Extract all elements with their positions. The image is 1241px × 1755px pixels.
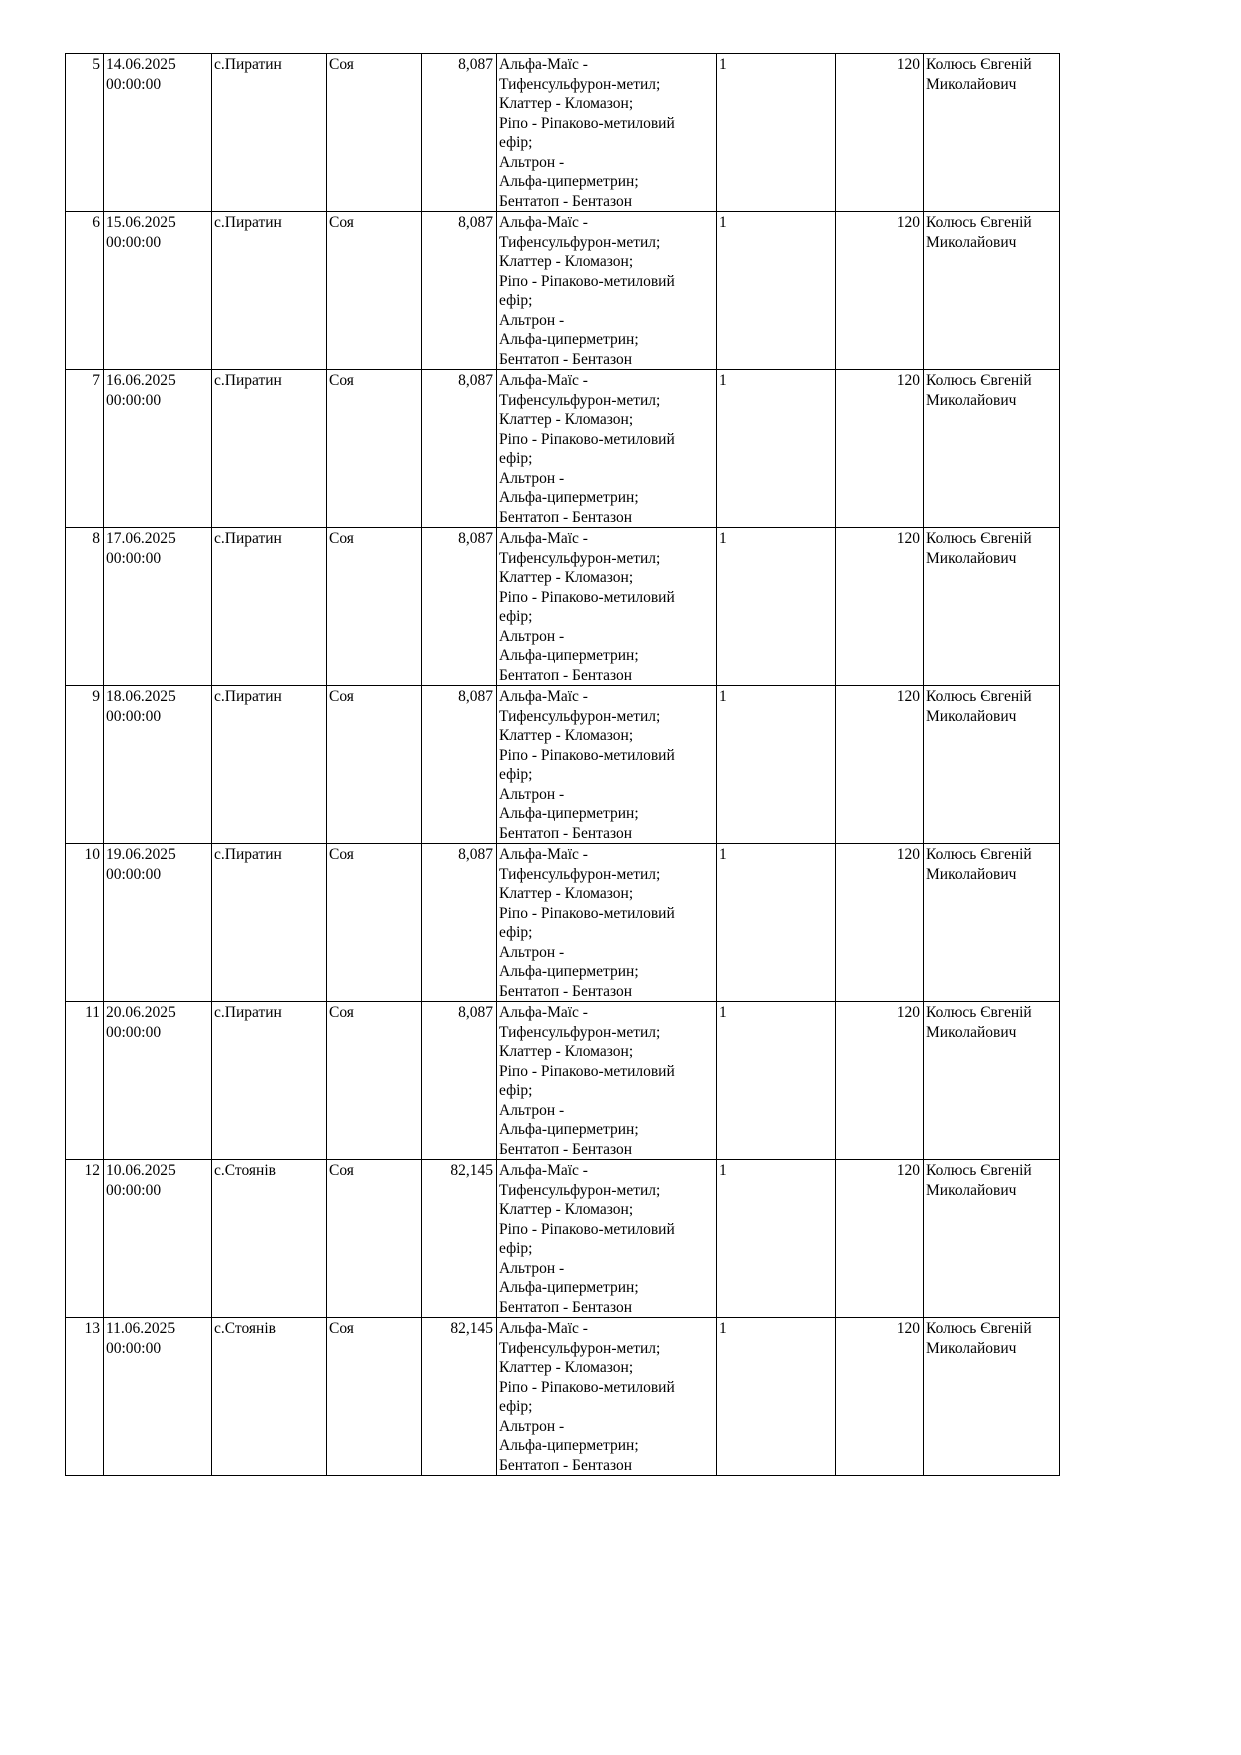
crop-cell	[327, 54, 422, 212]
date-cell-text: 14.06.2025	[106, 56, 176, 73]
preparations-cell-text: Клаттер - Кломазон;	[499, 569, 634, 586]
village-cell	[212, 1318, 327, 1476]
preparations-cell-text: Бентатоп - Бентазон	[499, 350, 633, 368]
date-cell	[104, 1002, 212, 1160]
preparations-cell-text: Клаттер - Кломазон;	[499, 411, 634, 428]
preparations-cell	[497, 370, 717, 528]
village-cell-text: с.Пиратин	[214, 846, 282, 863]
responsible-person-cell-text: Миколайович	[926, 865, 1017, 883]
date-cell-text: 19.06.2025	[106, 846, 176, 863]
row-number-cell-text: 5	[92, 56, 100, 73]
responsible-person-cell-text: Колюсь Євгеній	[926, 688, 1032, 705]
preparations-cell-text: Альфа-циперметрин;	[499, 1437, 639, 1454]
table-row	[66, 1160, 1060, 1318]
row-number-cell	[66, 844, 104, 1002]
preparations-cell	[497, 212, 717, 370]
village-cell-text: с.Пиратин	[214, 372, 282, 389]
crop-cell-text: Соя	[329, 688, 354, 705]
area-cell	[422, 528, 497, 686]
preparations-cell	[497, 54, 717, 212]
treatment-table	[65, 53, 1060, 1476]
preparations-cell-text: Альфа-Маїс -	[499, 1162, 588, 1179]
preparations-cell-text: Тифенсульфурон-метил;	[499, 707, 661, 725]
preparations-cell-text: Альтрон -	[499, 785, 565, 803]
row-number-cell	[66, 1318, 104, 1476]
responsible-person-cell-text: Колюсь Євгеній	[926, 56, 1032, 73]
dose-cell-text: 120	[896, 530, 920, 547]
date-cell	[104, 54, 212, 212]
village-cell	[212, 212, 327, 370]
preparations-cell-text: Альтрон -	[499, 469, 565, 487]
preparations-cell-text: ефір;	[499, 924, 533, 941]
crop-cell-text: Соя	[329, 846, 354, 863]
count-cell	[717, 212, 836, 370]
area-cell	[422, 212, 497, 370]
date-cell-text: 00:00:00	[106, 233, 162, 251]
area-cell-text: 8,087	[458, 214, 493, 231]
preparations-cell	[497, 686, 717, 844]
dose-cell	[836, 370, 924, 528]
count-cell-text: 1	[719, 372, 727, 389]
table-row	[66, 528, 1060, 686]
preparations-cell	[497, 528, 717, 686]
dose-cell	[836, 844, 924, 1002]
area-cell-text: 8,087	[458, 530, 493, 547]
dose-cell	[836, 54, 924, 212]
dose-cell	[836, 686, 924, 844]
preparations-cell	[497, 1002, 717, 1160]
table-row	[66, 1002, 1060, 1160]
area-cell-text: 82,145	[450, 1320, 493, 1337]
dose-cell-text: 120	[896, 1162, 920, 1179]
count-cell-text: 1	[719, 846, 727, 863]
date-cell-text: 00:00:00	[106, 707, 162, 725]
responsible-person-cell-text: Колюсь Євгеній	[926, 214, 1032, 231]
area-cell	[422, 370, 497, 528]
responsible-person-cell-text: Миколайович	[926, 233, 1017, 251]
area-cell	[422, 1318, 497, 1476]
row-number-cell	[66, 212, 104, 370]
preparations-cell-text: Тифенсульфурон-метил;	[499, 75, 661, 93]
row-number-cell	[66, 370, 104, 528]
date-cell-text: 16.06.2025	[106, 372, 176, 389]
preparations-cell-text: Ріпо - Ріпаково-метиловий	[499, 272, 675, 290]
preparations-cell-text: ефір;	[499, 1240, 533, 1257]
village-cell	[212, 844, 327, 1002]
date-cell	[104, 1318, 212, 1476]
preparations-cell-text: Ріпо - Ріпаково-метиловий	[499, 588, 675, 606]
area-cell-text: 8,087	[458, 372, 493, 389]
crop-cell	[327, 1318, 422, 1476]
preparations-cell-text: Альфа-Маїс -	[499, 214, 588, 231]
date-cell	[104, 686, 212, 844]
dose-cell	[836, 1160, 924, 1318]
preparations-cell-text: Альфа-Маїс -	[499, 1320, 588, 1337]
row-number-cell	[66, 54, 104, 212]
village-cell	[212, 1160, 327, 1318]
dose-cell-text: 120	[896, 1320, 920, 1337]
preparations-cell-text: Тифенсульфурон-метил;	[499, 865, 661, 883]
date-cell-text: 00:00:00	[106, 865, 162, 883]
responsible-person-cell-text: Миколайович	[926, 707, 1017, 725]
village-cell-text: с.Стоянів	[214, 1320, 276, 1337]
date-cell-text: 00:00:00	[106, 1181, 162, 1199]
responsible-person-cell-text: Колюсь Євгеній	[926, 530, 1032, 547]
date-cell	[104, 1160, 212, 1318]
responsible-person-cell-text: Миколайович	[926, 1181, 1017, 1199]
preparations-cell-text: Альфа-циперметрин;	[499, 805, 639, 822]
responsible-person-cell-text: Миколайович	[926, 1339, 1017, 1357]
preparations-cell-text: Бентатоп - Бентазон	[499, 508, 633, 526]
count-cell-text: 1	[719, 214, 727, 231]
date-cell-text: 20.06.2025	[106, 1004, 176, 1021]
responsible-person-cell-text: Колюсь Євгеній	[926, 1320, 1032, 1337]
date-cell-text: 15.06.2025	[106, 214, 176, 231]
row-number-cell-text: 11	[85, 1004, 100, 1021]
crop-cell	[327, 1160, 422, 1318]
responsible-person-cell	[924, 54, 1060, 212]
row-number-cell-text: 10	[84, 846, 100, 863]
preparations-cell-text: Альфа-циперметрин;	[499, 1121, 639, 1138]
crop-cell-text: Соя	[329, 1320, 354, 1337]
area-cell	[422, 1002, 497, 1160]
preparations-cell-text: Бентатоп - Бентазон	[499, 824, 633, 842]
preparations-cell-text: Альфа-циперметрин;	[499, 173, 639, 190]
responsible-person-cell-text: Колюсь Євгеній	[926, 846, 1032, 863]
responsible-person-cell-text: Миколайович	[926, 549, 1017, 567]
count-cell	[717, 686, 836, 844]
preparations-cell-text: Клаттер - Кломазон;	[499, 1043, 634, 1060]
row-number-cell-text: 8	[92, 530, 100, 547]
row-number-cell-text: 7	[92, 372, 100, 389]
crop-cell	[327, 686, 422, 844]
dose-cell-text: 120	[896, 688, 920, 705]
date-cell-text: 17.06.2025	[106, 530, 176, 547]
date-cell-text: 00:00:00	[106, 391, 162, 409]
count-cell-text: 1	[719, 1162, 727, 1179]
preparations-cell-text: Альфа-циперметрин;	[499, 331, 639, 348]
responsible-person-cell	[924, 1002, 1060, 1160]
preparations-cell-text: ефір;	[499, 1398, 533, 1415]
date-cell-text: 00:00:00	[106, 75, 162, 93]
preparations-cell-text: Бентатоп - Бентазон	[499, 982, 633, 1000]
table-row	[66, 686, 1060, 844]
area-cell-text: 8,087	[458, 1004, 493, 1021]
preparations-cell-text: Ріпо - Ріпаково-метиловий	[499, 430, 675, 448]
date-cell-text: 10.06.2025	[106, 1162, 176, 1179]
responsible-person-cell-text: Колюсь Євгеній	[926, 372, 1032, 389]
crop-cell-text: Соя	[329, 214, 354, 231]
count-cell-text: 1	[719, 56, 727, 73]
date-cell	[104, 212, 212, 370]
dose-cell-text: 120	[896, 372, 920, 389]
preparations-cell-text: Тифенсульфурон-метил;	[499, 233, 661, 251]
preparations-cell-text: Альтрон -	[499, 627, 565, 645]
row-number-cell	[66, 528, 104, 686]
preparations-cell-text: Бентатоп - Бентазон	[499, 1298, 633, 1316]
date-cell-text: 18.06.2025	[106, 688, 176, 705]
row-number-cell-text: 9	[92, 688, 100, 705]
preparations-cell-text: Альтрон -	[499, 153, 565, 171]
dose-cell	[836, 1002, 924, 1160]
area-cell	[422, 844, 497, 1002]
count-cell-text: 1	[719, 1320, 727, 1337]
date-cell-text: 11.06.2025	[106, 1320, 176, 1337]
preparations-cell-text: Альтрон -	[499, 311, 565, 329]
preparations-cell-text: Бентатоп - Бентазон	[499, 1456, 633, 1474]
preparations-cell-text: Альфа-Маїс -	[499, 530, 588, 547]
date-cell	[104, 370, 212, 528]
preparations-cell-text: Альфа-циперметрин;	[499, 1279, 639, 1296]
row-number-cell	[66, 1160, 104, 1318]
crop-cell	[327, 1002, 422, 1160]
village-cell-text: с.Пиратин	[214, 1004, 282, 1021]
preparations-cell-text: Альфа-Маїс -	[499, 56, 588, 73]
preparations-cell	[497, 1318, 717, 1476]
preparations-cell-text: Клаттер - Кломазон;	[499, 1201, 634, 1218]
area-cell-text: 8,087	[458, 846, 493, 863]
count-cell	[717, 1318, 836, 1476]
table-row	[66, 212, 1060, 370]
dose-cell	[836, 212, 924, 370]
row-number-cell	[66, 1002, 104, 1160]
preparations-cell-text: Ріпо - Ріпаково-метиловий	[499, 1220, 675, 1238]
preparations-cell-text: Бентатоп - Бентазон	[499, 1140, 633, 1158]
village-cell	[212, 686, 327, 844]
preparations-cell-text: Бентатоп - Бентазон	[499, 192, 633, 210]
preparations-cell-text: Ріпо - Ріпаково-метиловий	[499, 114, 675, 132]
preparations-cell-text: ефір;	[499, 450, 533, 467]
village-cell	[212, 370, 327, 528]
responsible-person-cell-text: Миколайович	[926, 1023, 1017, 1041]
table-row	[66, 370, 1060, 528]
date-cell-text: 00:00:00	[106, 1339, 162, 1357]
village-cell-text: с.Пиратин	[214, 688, 282, 705]
count-cell	[717, 1002, 836, 1160]
preparations-cell	[497, 1160, 717, 1318]
dose-cell-text: 120	[896, 214, 920, 231]
village-cell-text: с.Пиратин	[214, 56, 282, 73]
date-cell-text: 00:00:00	[106, 1023, 162, 1041]
area-cell-text: 82,145	[450, 1162, 493, 1179]
count-cell-text: 1	[719, 530, 727, 547]
preparations-cell-text: Альфа-циперметрин;	[499, 489, 639, 506]
preparations-cell-text: Тифенсульфурон-метил;	[499, 1181, 661, 1199]
preparations-cell-text: ефір;	[499, 766, 533, 783]
village-cell-text: с.Пиратин	[214, 214, 282, 231]
preparations-cell-text: ефір;	[499, 134, 533, 151]
dose-cell	[836, 1318, 924, 1476]
row-number-cell	[66, 686, 104, 844]
preparations-cell-text: Клаттер - Кломазон;	[499, 253, 634, 270]
dose-cell-text: 120	[896, 1004, 920, 1021]
preparations-cell-text: Клаттер - Кломазон;	[499, 727, 634, 744]
preparations-cell-text: Ріпо - Ріпаково-метиловий	[499, 1062, 675, 1080]
village-cell	[212, 54, 327, 212]
table-row	[66, 844, 1060, 1002]
preparations-cell-text: Альтрон -	[499, 1417, 565, 1435]
area-cell	[422, 686, 497, 844]
count-cell-text: 1	[719, 1004, 727, 1021]
preparations-cell-text: Ріпо - Ріпаково-метиловий	[499, 1378, 675, 1396]
responsible-person-cell	[924, 1318, 1060, 1476]
preparations-cell	[497, 844, 717, 1002]
count-cell	[717, 1160, 836, 1318]
responsible-person-cell-text: Колюсь Євгеній	[926, 1004, 1032, 1021]
preparations-cell-text: Альфа-Маїс -	[499, 372, 588, 389]
preparations-cell-text: Тифенсульфурон-метил;	[499, 1023, 661, 1041]
preparations-cell-text: ефір;	[499, 608, 533, 625]
table-body	[66, 54, 1060, 1476]
responsible-person-cell	[924, 686, 1060, 844]
preparations-cell-text: Альтрон -	[499, 1259, 565, 1277]
village-cell-text: с.Стоянів	[214, 1162, 276, 1179]
responsible-person-cell	[924, 212, 1060, 370]
responsible-person-cell	[924, 370, 1060, 528]
preparations-cell-text: ефір;	[499, 1082, 533, 1099]
preparations-cell-text: ефір;	[499, 292, 533, 309]
preparations-cell-text: Бентатоп - Бентазон	[499, 666, 633, 684]
crop-cell	[327, 528, 422, 686]
area-cell	[422, 54, 497, 212]
preparations-cell-text: Тифенсульфурон-метил;	[499, 549, 661, 567]
preparations-cell-text: Альфа-Маїс -	[499, 1004, 588, 1021]
crop-cell	[327, 370, 422, 528]
area-cell	[422, 1160, 497, 1318]
preparations-cell-text: Альтрон -	[499, 1101, 565, 1119]
village-cell	[212, 528, 327, 686]
preparations-cell-text: Альфа-Маїс -	[499, 846, 588, 863]
responsible-person-cell-text: Колюсь Євгеній	[926, 1162, 1032, 1179]
count-cell	[717, 370, 836, 528]
responsible-person-cell-text: Миколайович	[926, 391, 1017, 409]
crop-cell-text: Соя	[329, 1162, 354, 1179]
dose-cell-text: 120	[896, 846, 920, 863]
preparations-cell-text: Клаттер - Кломазон;	[499, 1359, 634, 1376]
count-cell-text: 1	[719, 688, 727, 705]
date-cell	[104, 528, 212, 686]
preparations-cell-text: Тифенсульфурон-метил;	[499, 391, 661, 409]
preparations-cell-text: Ріпо - Ріпаково-метиловий	[499, 904, 675, 922]
preparations-cell-text: Альфа-циперметрин;	[499, 647, 639, 664]
preparations-cell-text: Ріпо - Ріпаково-метиловий	[499, 746, 675, 764]
crop-cell-text: Соя	[329, 530, 354, 547]
row-number-cell-text: 13	[84, 1320, 100, 1337]
date-cell-text: 00:00:00	[106, 549, 162, 567]
crop-cell-text: Соя	[329, 56, 354, 73]
crop-cell	[327, 212, 422, 370]
count-cell	[717, 528, 836, 686]
responsible-person-cell	[924, 844, 1060, 1002]
responsible-person-cell-text: Миколайович	[926, 75, 1017, 93]
responsible-person-cell	[924, 528, 1060, 686]
crop-cell	[327, 844, 422, 1002]
village-cell	[212, 1002, 327, 1160]
responsible-person-cell	[924, 1160, 1060, 1318]
preparations-cell-text: Альфа-циперметрин;	[499, 963, 639, 980]
count-cell	[717, 54, 836, 212]
area-cell-text: 8,087	[458, 688, 493, 705]
table-row	[66, 1318, 1060, 1476]
preparations-cell-text: Клаттер - Кломазон;	[499, 885, 634, 902]
preparations-cell-text: Тифенсульфурон-метил;	[499, 1339, 661, 1357]
area-cell-text: 8,087	[458, 56, 493, 73]
count-cell	[717, 844, 836, 1002]
row-number-cell-text: 12	[84, 1162, 100, 1179]
preparations-cell-text: Альтрон -	[499, 943, 565, 961]
date-cell	[104, 844, 212, 1002]
dose-cell	[836, 528, 924, 686]
dose-cell-text: 120	[896, 56, 920, 73]
crop-cell-text: Соя	[329, 1004, 354, 1021]
row-number-cell-text: 6	[92, 214, 100, 231]
village-cell-text: с.Пиратин	[214, 530, 282, 547]
preparations-cell-text: Клаттер - Кломазон;	[499, 95, 634, 112]
crop-cell-text: Соя	[329, 372, 354, 389]
table-row	[66, 54, 1060, 212]
preparations-cell-text: Альфа-Маїс -	[499, 688, 588, 705]
